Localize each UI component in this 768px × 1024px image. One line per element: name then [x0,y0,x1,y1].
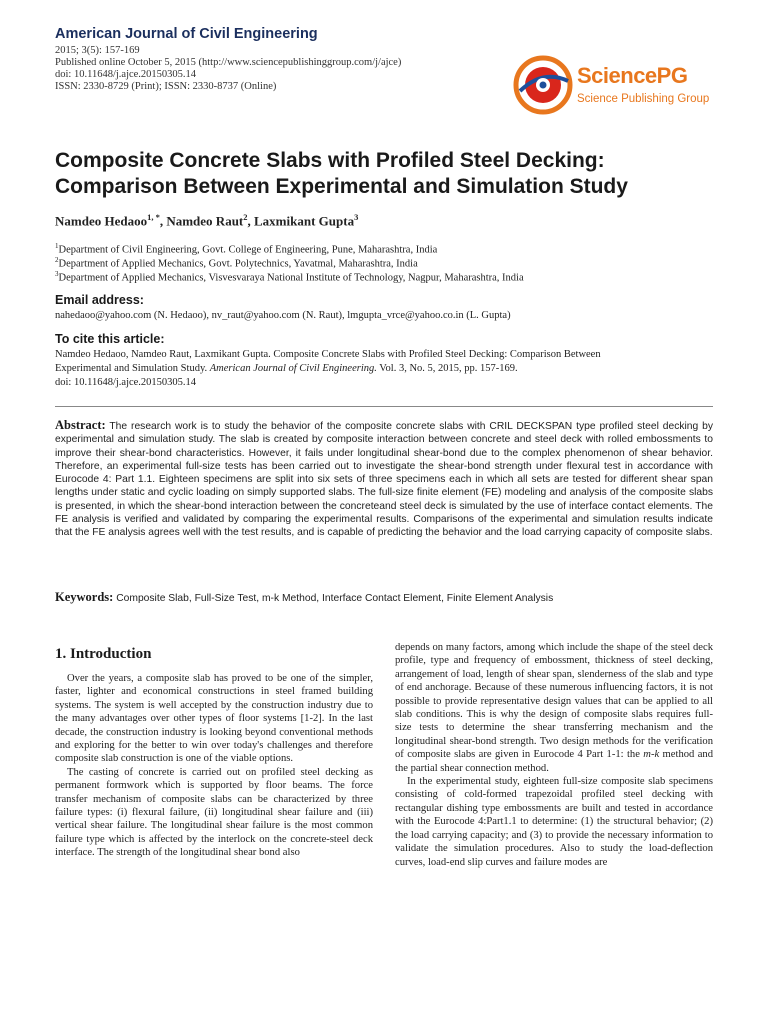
affiliation [55,268,755,285]
email-heading: Email address: [55,293,144,307]
citation-title-end: Experimental and Simulation Study. [55,363,210,374]
introduction-heading: 1. Introduction [55,646,152,662]
paper-title [55,148,735,200]
citation-doi: doi: 10.11648/j.ajce.20150305.14 [55,377,197,388]
abstract [55,419,713,540]
affiliation-text: Department of Civil Engineering, Govt. College of Engineering, Pune, Maharashtra, India [58,244,438,256]
mk-method-term: m-k [643,749,660,761]
author-name: Namdeo Hedaoo [55,213,148,229]
affiliation-number: 3 [55,270,59,278]
affiliation-text: Department of Applied Mechanics, Govt. Polytechnics, Yavatmal, Maharashtra, India [58,258,418,270]
author-affiliation-ref: 2 [243,212,248,222]
abstract-text: The research work is to study the behavior of the composite concrete slabs with CRIL DECKSPAN type profiled steel decking by experimental and simulation study. The slab is created by composite interaction between concrete and steel deck with rolled embossments to improve their shear-bond characteristics. However, it fails under longitudinal shear-bond due to the complex phenomenon of shear behavior. Therefore, an experimental full-size tests has been carried out to investigate the shear-bond strength under flexural test in accordance with Eurocode 4: Part 1.1. Eighteen specimens are split into six sets of three specimens each in which all sets are tested for different shear span lengths under static and cyclic loading on simply supported slabs. The full-size finite element (FE) modeling and analysis of the composite slabs is presented, in which the shear-bond interaction between the concreteand steel deck is simulated by the use of interface contact elements. The FE analysis is verified and validated by comparing the experimental results. Comparisons of the experimental and simulation results indicate that the FE analysis agrees well with the test results, and is capable of predicting the behavior and the load carrying capacity of composite slabs. [55,421,713,539]
journal-issue: 2015; 3(5): 157-169 [55,45,140,56]
sciencepg-logo-icon [512,55,574,115]
affiliation-number: 2 [55,256,59,264]
keywords-label: Keywords: [55,590,114,604]
author-separator: , [159,213,167,229]
journal-doi: doi: 10.11648/j.ajce.20150305.14 [55,69,197,80]
body-paragraph: The casting of concrete is carried out on profiled steel decking as permanent formwork which is supported by floor beams. The force transfer mechanism of composite slabs can be characterized by three failure types: (i) flexural failure, (ii) longitudinal shear failure and (iii) vertical shear failure. The longitudinal shear failure is the most common failure type which is affected by the interlock on the concrete-steel deck interface. The strength of the longitudinal shear bond also [55,766,373,859]
published-online: Published online October 5, 2015 (http://www.sciencepublishinggroup.com/j/ajce) [55,57,402,68]
author-affiliation-ref: 3 [354,212,359,222]
author-separator: , [247,213,255,229]
sciencepg-logo [512,55,712,115]
body-text: method and the partial shear connection method. [395,749,713,774]
affiliation-number: 1 [55,242,59,250]
author-name: Laxmikant Gupta [254,213,355,229]
cite-heading: To cite this article: [55,332,165,346]
body-column-left [55,672,373,860]
email-addresses: nahedaoo@yahoo.com (N. Hedaoo), nv_raut@yahoo.com (N. Raut), lmgupta_vrce@yahoo.co.in (L. Gupta) [55,310,511,321]
body-paragraph: In the experimental study, eighteen full-size composite slab specimens consisting of cold-formed trapezoidal profiled steel decking with rectangular dishing type embossments are built and tested in accordance with the Eurocode 4:Part1.1 to determine: (1) the structural behavior; (2) the load carrying capacity; and (3) to provide the necessary information to validate the simulation procedures. Also to study the load-deflection curves, load-end slip curves and failure modes are [395,776,713,868]
citation-line-2 [55,362,715,375]
citation-volume: Vol. 3, No. 5, 2015, pp. 157-169. [376,363,518,374]
logo-wordmark: SciencePG [577,63,688,88]
paper-title-line-2: Comparison Between Experimental and Simulation Study [55,175,628,198]
logo-tagline: Science Publishing Group [577,93,710,105]
body-text: depends on many factors, among which include the shape of the steel deck profile, type and frequency of embossment, thickness of steel decking, arrangement of load, length of shear span, slenderness of the slab and type of end anchorage. Because of these numerous influencing factors, it is not possible to provide representative design values that can be applied to all slab conditions. This is why the design of composite slabs requires full-size tests to determine the shear transferring mechanism and the longitudinal shear-bond strength. Two design methods for the verification of composite slabs are given in Eurocode 4 Part 1-1: the [395,642,713,761]
citation-line-1: Namdeo Hedaoo, Namdeo Raut, Laxmikant Gupta. Composite Concrete Slabs with Profiled Steel Decking: Comparison Between [55,349,601,360]
citation-journal: American Journal of Civil Engineering. [209,363,377,374]
journal-issn: ISSN: 2330-8729 (Print); ISSN: 2330-8737 (Online) [55,81,277,92]
author-list [55,212,358,229]
paper-title-line-1: Composite Concrete Slabs with Profiled Steel Decking: [55,149,605,172]
keywords-text: Composite Slab, Full-Size Test, m-k Method, Interface Contact Element, Finite Element Analysis [116,593,554,604]
body-column-right [395,641,713,869]
abstract-label: Abstract: [55,418,106,432]
section-divider [55,406,713,407]
author-name: Namdeo Raut [166,213,244,229]
keywords [55,590,713,605]
body-paragraph [395,641,713,775]
affiliation-text: Department of Applied Mechanics, Visvesvaraya National Institute of Technology, Nagpur, Maharashtra, India [58,272,524,284]
journal-header [55,26,515,93]
body-paragraph: Over the years, a composite slab has proved to be one of the simpler, faster, lighter and economical constructions in steel framed building systems. The system is well accepted by the construction industry due to the many advantages over other types of floor systems [1-2]. In the last decade, the construction industry is looking beyond conventional methods and exploring for the better to win over today's challenges and therefore composite slab construction is one of the viable options. [55,673,373,765]
journal-title: American Journal of Civil Engineering [55,26,318,42]
author-affiliation-ref: 1, * [147,212,160,222]
